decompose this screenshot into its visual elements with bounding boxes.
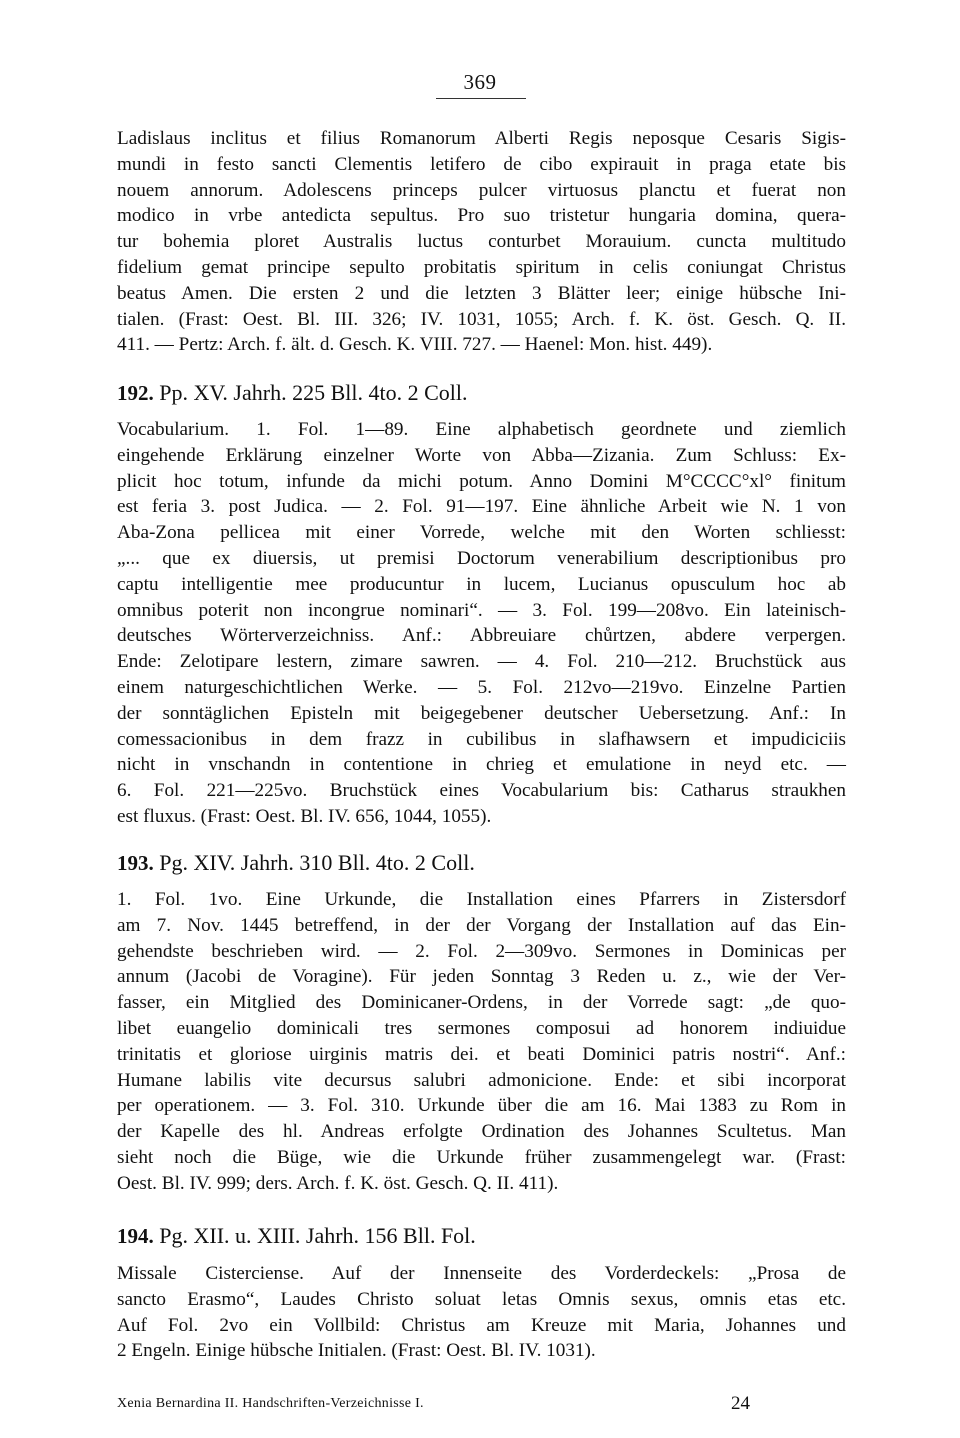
text-line: tur bohemia ploret Australis luctus conturbet Morauium. cuncta multitudo — [117, 231, 846, 253]
signature-mark: 24 — [731, 1393, 750, 1414]
text-line: fasser, ein Mitglied des Dominicaner-Ordens, in der Vorrede sagt: „de quo- — [117, 992, 846, 1014]
text-line: per operationem. — 3. Fol. 310. Urkunde über die am 16. Mai 1383 zu Rom in — [117, 1095, 846, 1117]
text-line: nouem annorum. Adolescens princeps pulcer virtuosus planctu et fuerat non — [117, 179, 846, 201]
text-line: trinitatis et gloriose uirginis matris dei. et beati Dominici patris nostri“. Anf.: — [117, 1043, 846, 1065]
text-line: Ladislaus inclitus et filius Romanorum Alberti Regis neposque Cesaris Sigis- — [117, 128, 846, 149]
entry-body-192 — [117, 417, 846, 830]
text-line: Missale Cisterciense. Auf der Innenseite des Vorderdeckels: „Prosa de — [117, 1263, 846, 1284]
text-line: 411. — Pertz: Arch. f. ält. d. Gesch. K. VIII. 727. — Haenel: Mon. hist. 449). — [117, 334, 713, 356]
text-line: est feria 3. post Judica. — 2. Fol. 91—197. Eine ähnliche Arbeit wie N. 1 von — [117, 496, 846, 518]
text-line: Aba-Zona pellicea mit einer Vorrede, welche mit den Worten schliesst: — [117, 522, 846, 544]
text-line: eingehende Erklärung einzelner Worte von Abba—Zizania. Zum Schluss: Ex- — [117, 444, 846, 466]
entry-heading-192 — [117, 380, 468, 406]
text-line: einem naturgeschichtlichen Werke. — 5. Fol. 212vo—219vo. Einzelne Partien — [117, 676, 846, 698]
text-line: der Kapelle des hl. Andreas erfolgte Ordination des Johannes Scultetus. Man — [117, 1121, 846, 1143]
footer-series-title: Xenia Bernardina II. Handschriften-Verzeichnisse I. — [117, 1396, 424, 1411]
entry-heading-text: Pp. XV. Jahrh. 225 Bll. 4to. 2 Coll. — [159, 380, 468, 405]
entry-number: 194. — [117, 1224, 154, 1248]
text-line: 6. Fol. 221—225vo. Bruchstück eines Vocabularium bis: Catharus straukhen — [117, 780, 846, 802]
text-line: 1. Fol. 1vo. Eine Urkunde, die Installation eines Pfarrers in Zistersdorf — [117, 889, 846, 910]
text-line: annum (Jacobi de Voragine). Für jeden Sonntag 3 Reden u. z., wie der Ver- — [117, 966, 846, 988]
text-line: nicht in vnschandn in contentione in chrieg et emulatione in neyd etc. — — [117, 754, 846, 776]
page-number-rule — [436, 98, 526, 99]
text-line: „... que ex diuersis, ut premisi Doctorum venerabilium descriptionibus pro — [117, 547, 846, 569]
text-line: modico in vrbe antedicta sepultus. Pro suo tristetur hungaria domina, quera- — [117, 205, 846, 227]
entry-heading-text: Pg. XIV. Jahrh. 310 Bll. 4to. 2 Coll. — [159, 850, 475, 875]
text-line: Vocabularium. 1. Fol. 1—89. Eine alphabetisch geordnete und ziemlich — [117, 419, 846, 440]
text-line: beatus Amen. Die ersten 2 und die letzten 3 Blätter leer; einige hübsche Ini- — [117, 282, 846, 304]
text-line: tialen. (Frast: Oest. Bl. III. 326; IV. 1031, 1055; Arch. f. K. öst. Gesch. Q. II. — [117, 308, 846, 330]
intro-paragraph — [117, 126, 846, 358]
text-line: Humane labilis vite decursus salubri admonicione. Ende: et sibi incorporat — [117, 1069, 846, 1091]
text-line: der sonntäglichen Episteln mit beigegebener deutscher Uebersetzung. Anf.: In — [117, 702, 846, 724]
text-line: plicit hoc totum, infunde da michi potum. Anno Domini M°CCCC°xl° finitum — [117, 470, 846, 492]
page-number: 369 — [463, 70, 497, 94]
entry-heading-194 — [117, 1223, 476, 1249]
text-line: omnibus poterit non incongrue nominari“. — 3. Fol. 199—208vo. Ein lateinisch- — [117, 599, 846, 621]
text-line: sancto Erasmo“, Laudes Christo soluat letas Omnis sexus, omnis etas etc. — [117, 1288, 846, 1310]
text-line: captu intelligentie mee producuntur in lucem, Lucianus opusculum hoc ab — [117, 573, 846, 595]
text-line: Auf Fol. 2vo ein Vollbild: Christus am Kreuze mit Maria, Johannes und — [117, 1314, 846, 1336]
text-line: gehendste beschrieben wird. — 2. Fol. 2—309vo. Sermones in Dominicas per — [117, 940, 846, 962]
entry-heading-193 — [117, 850, 475, 876]
entry-number: 192. — [117, 381, 154, 405]
text-line: 2 Engeln. Einige hübsche Initialen. (Frast: Oest. Bl. IV. 1031). — [117, 1340, 596, 1362]
text-line: Oest. Bl. IV. 999; ders. Arch. f. K. öst. Gesch. Q. II. 411). — [117, 1172, 559, 1194]
text-line: mundi in festo sancti Clementis letifero de cibo expirauit in praga etate bis — [117, 153, 846, 175]
entry-heading-text: Pg. XII. u. XIII. Jahrh. 156 Bll. Fol. — [159, 1223, 476, 1248]
text-line: am 7. Nov. 1445 betreffend, in der der Vorgang der Installation auf das Ein- — [117, 914, 846, 936]
entry-number: 193. — [117, 851, 154, 875]
text-line: comessacionibus in dem frazz in cubilibus in slafhawsern et impudiciciis — [117, 728, 846, 750]
text-line: fidelium gemat principe sepulto probitatis spiritum in celis coniungat Christus — [117, 256, 846, 278]
text-line: est fluxus. (Frast: Oest. Bl. IV. 656, 1044, 1055). — [117, 805, 492, 827]
text-line: deutsches Wörterverzeichniss. Anf.: Abbreuiare chůrtzen, abdere verpergen. — [117, 625, 846, 647]
text-line: sieht noch die Büge, wie die Urkunde früher zusammengelegt war. (Frast: — [117, 1146, 846, 1168]
text-line: libet euangelio dominicali tres sermones composui ad honorem indiuidue — [117, 1017, 846, 1039]
entry-body-194 — [117, 1261, 846, 1364]
entry-body-193 — [117, 887, 846, 1197]
text-line: Ende: Zelotipare lestern, zimare sawren. — 4. Fol. 210—212. Bruchstück aus — [117, 651, 846, 673]
